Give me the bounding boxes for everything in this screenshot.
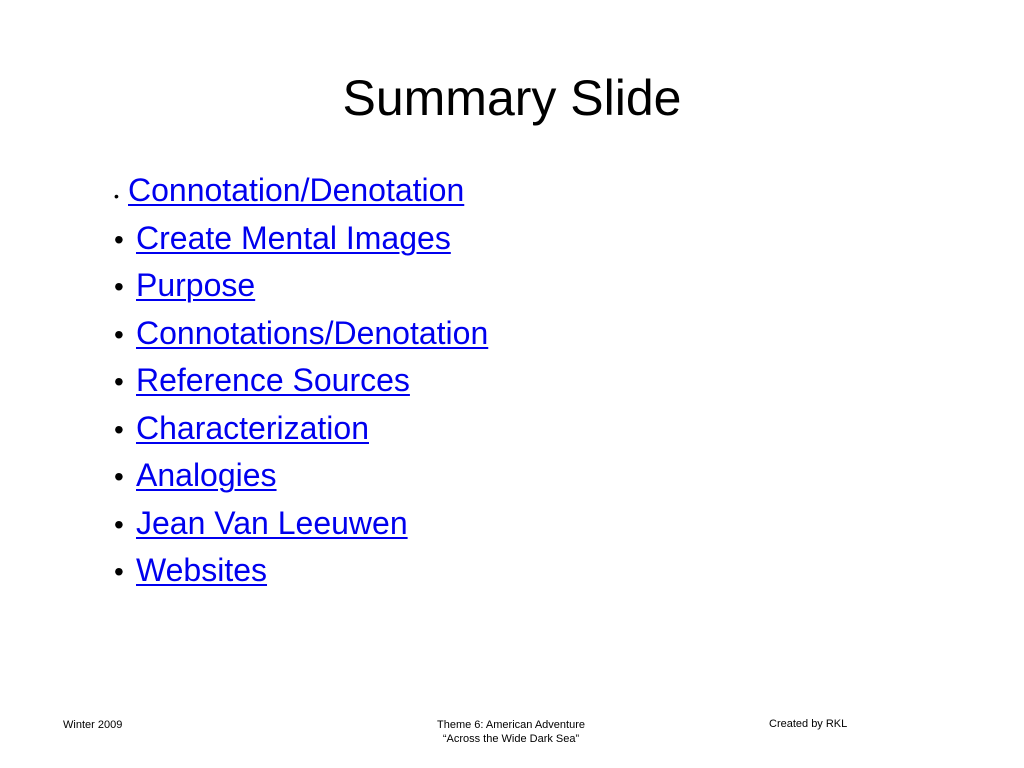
link-purpose[interactable]: Purpose xyxy=(136,267,256,303)
bullet-dot-icon: • xyxy=(114,366,124,397)
bullet-item xyxy=(114,311,488,359)
bullet-dot-icon: • xyxy=(114,271,124,302)
footer-theme xyxy=(400,718,622,746)
bullet-dot-icon: • xyxy=(114,188,119,204)
bullet-item xyxy=(114,358,488,406)
link-jean-van-leeuwen[interactable]: Jean Van Leeuwen xyxy=(136,504,408,541)
footer-theme-line2: “Across the Wide Dark Sea” xyxy=(442,733,580,745)
footer-date: Winter 2009 xyxy=(63,719,123,731)
bullet-dot-icon: • xyxy=(114,318,124,350)
bullet-dot-icon: • xyxy=(114,508,124,540)
link-create-mental-images[interactable]: Create Mental Images xyxy=(136,219,451,256)
bullet-dot-icon: • xyxy=(114,413,124,445)
bullet-dot-icon: • xyxy=(114,223,124,255)
footer-theme-line1: Theme 6: American Adventure xyxy=(437,719,585,731)
bullet-item xyxy=(114,168,488,216)
link-analogies[interactable]: Analogies xyxy=(136,457,277,493)
bullet-dot-icon: • xyxy=(114,556,124,587)
bullet-item xyxy=(114,548,488,596)
link-connotation-denotation[interactable]: Connotation/Denotation xyxy=(128,172,465,208)
bullet-item xyxy=(114,501,488,549)
summary-bullet-list xyxy=(114,168,488,596)
link-websites[interactable]: Websites xyxy=(136,552,268,588)
slide-title: Summary Slide xyxy=(342,70,682,126)
footer-author: Created by RKL xyxy=(769,718,848,730)
link-reference-sources[interactable]: Reference Sources xyxy=(136,362,410,398)
bullet-item xyxy=(114,406,488,454)
bullet-item xyxy=(114,263,488,311)
bullet-dot-icon: • xyxy=(114,461,124,492)
bullet-item xyxy=(114,216,488,264)
link-connotations-denotation[interactable]: Connotations/Denotation xyxy=(136,314,489,351)
link-characterization[interactable]: Characterization xyxy=(136,409,369,446)
bullet-item xyxy=(114,453,488,501)
